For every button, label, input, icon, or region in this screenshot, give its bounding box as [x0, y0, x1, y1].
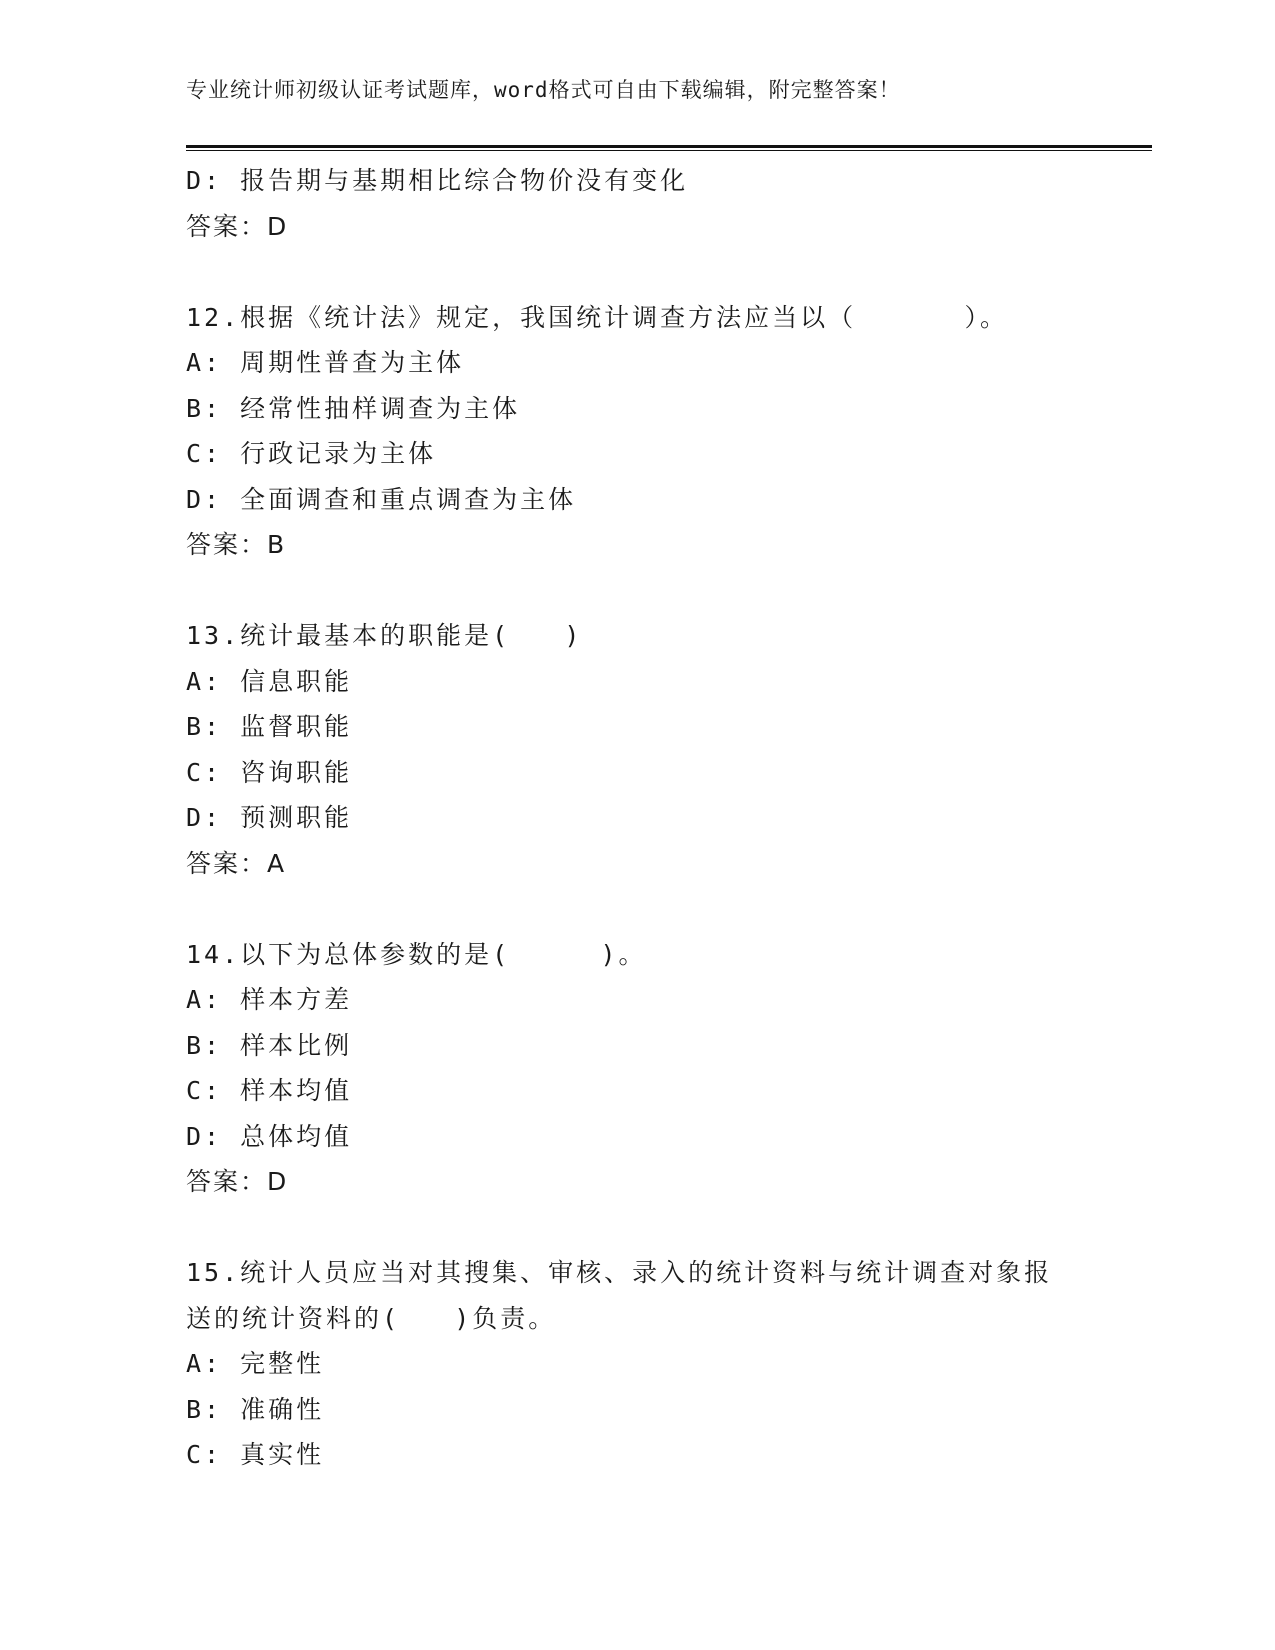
question-15-option-a: A: 完整性 — [186, 1349, 325, 1378]
question-14-option-c: C: 样本均值 — [186, 1076, 353, 1105]
question-12-option-c: C: 行政记录为主体 — [186, 439, 437, 468]
question-12-stem: 12.根据《统计法》规定，我国统计调查方法应当以（ ）。 — [186, 302, 1008, 332]
question-12-option-d: D: 全面调查和重点调查为主体 — [186, 484, 577, 514]
question-13-answer: 答案：A — [186, 848, 287, 878]
question-14-option-b: B: 样本比例 — [186, 1030, 353, 1060]
question-15-option-c: C: 真实性 — [186, 1440, 325, 1469]
spacer — [186, 568, 1116, 614]
question-12-option-b: B: 经常性抽样调查为主体 — [186, 393, 521, 423]
question-15-stem-line-1: 15.统计人员应当对其搜集、审核、录入的统计资料与统计调查对象报 — [186, 1258, 1053, 1287]
question-15-stem-line-2: 送的统计资料的( )负责。 — [186, 1303, 557, 1333]
question-14-option-a: A: 样本方差 — [186, 985, 353, 1014]
spacer — [186, 249, 1116, 295]
question-15-option-b: B: 准确性 — [186, 1394, 325, 1424]
question-13-option-b: B: 监督职能 — [186, 712, 353, 741]
question-13-option-c: C: 咨询职能 — [186, 757, 353, 787]
question-13-option-d: D: 预测职能 — [186, 803, 353, 832]
spacer — [186, 886, 1116, 932]
question-14-answer: 答案：D — [186, 1167, 289, 1196]
question-11-answer: 答案：D — [186, 211, 289, 241]
question-13-option-a: A: 信息职能 — [186, 666, 353, 696]
question-13-stem: 13.统计最基本的职能是( ) — [186, 621, 583, 650]
question-14-option-d: D: 总体均值 — [186, 1121, 353, 1151]
header-divider-thin — [186, 150, 1152, 151]
spacer — [186, 1205, 1116, 1251]
document-body — [186, 158, 1116, 1478]
question-14-stem: 14.以下为总体参数的是( )。 — [186, 939, 647, 969]
page-header: 专业统计师初级认证考试题库，word格式可自由下载编辑，附完整答案！ — [186, 78, 901, 102]
question-11-option-d: D: 报告期与基期相比综合物价没有变化 — [186, 166, 689, 195]
question-12-option-a: A: 周期性普查为主体 — [186, 348, 465, 377]
header-divider-thick — [186, 145, 1152, 148]
question-12-answer: 答案：B — [186, 530, 287, 559]
